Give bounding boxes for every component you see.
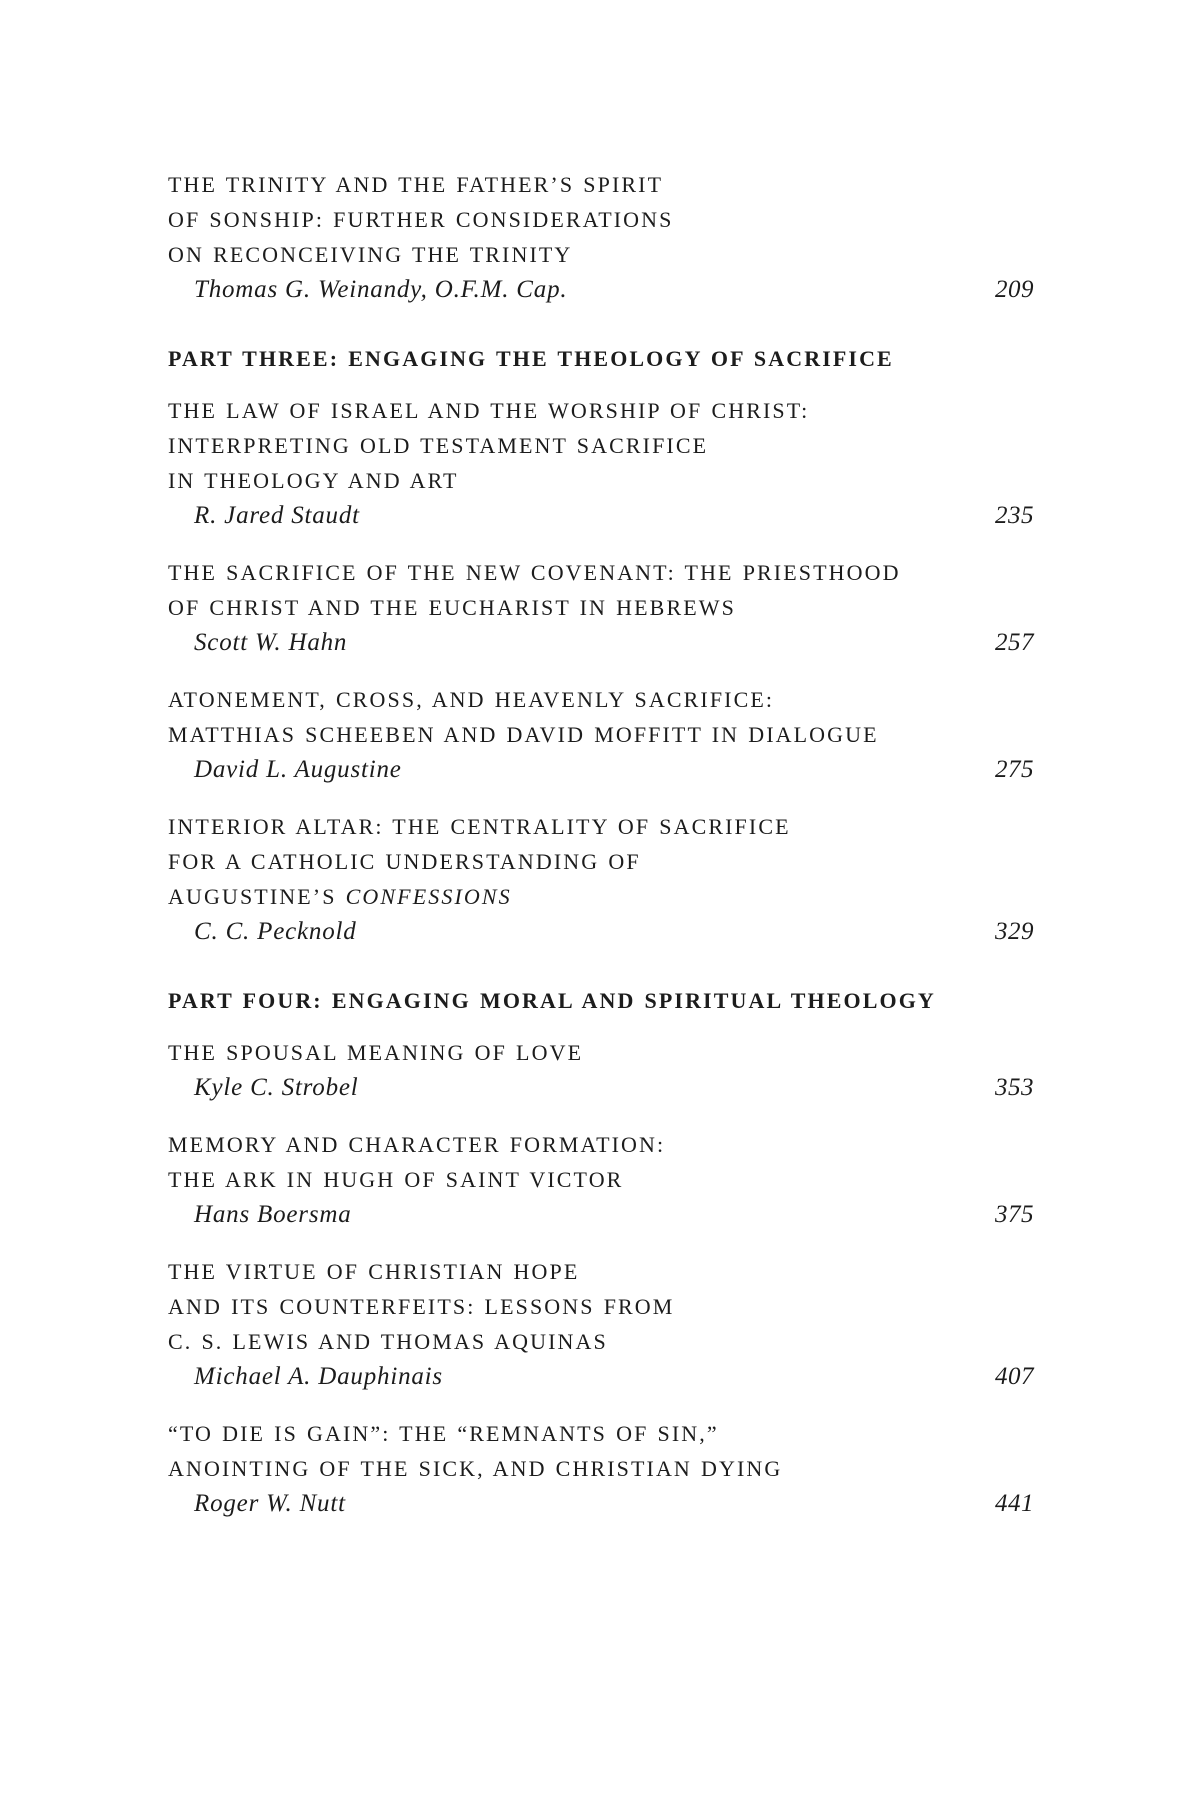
entry-title-line: THE SACRIFICE OF THE NEW COVENANT: THE PRIESTHOOD	[168, 560, 901, 585]
entry-page-number: 275	[995, 756, 1034, 783]
entry-author-row	[168, 752, 1034, 787]
entry-title-line: AND ITS COUNTERFEITS: LESSONS FROM	[168, 1294, 675, 1319]
entry-author: Thomas G. Weinandy, O.F.M. Cap.	[194, 276, 568, 303]
toc-entry	[168, 1035, 1034, 1105]
entry-title-line: THE SPOUSAL MEANING OF LOVE	[168, 1040, 584, 1065]
toc-entry	[168, 682, 1034, 787]
entry-author-row	[168, 625, 1034, 660]
entry-author: David L. Augustine	[194, 756, 402, 783]
toc-entry	[168, 393, 1034, 533]
entry-author: Roger W. Nutt	[194, 1490, 346, 1517]
entry-author: Hans Boersma	[194, 1201, 352, 1228]
entry-title-line: INTERPRETING OLD TESTAMENT SACRIFICE	[168, 433, 709, 458]
entry-title-line: THE VIRTUE OF CHRISTIAN HOPE	[168, 1259, 580, 1284]
entry-title-line: MEMORY AND CHARACTER FORMATION:	[168, 1132, 666, 1157]
entry-author-row	[168, 1197, 1034, 1232]
entry-author: C. C. Pecknold	[194, 918, 357, 945]
entry-title-line: OF SONSHIP: FURTHER CONSIDERATIONS	[168, 207, 674, 232]
entry-title-line: ANOINTING OF THE SICK, AND CHRISTIAN DYING	[168, 1456, 783, 1481]
entry-title-line: IN THEOLOGY AND ART	[168, 468, 459, 493]
entry-title-line: FOR A CATHOLIC UNDERSTANDING OF	[168, 849, 641, 874]
entry-title-line: THE TRINITY AND THE FATHER’S SPIRIT	[168, 172, 664, 197]
entry-author: Scott W. Hahn	[194, 629, 348, 656]
toc-entry	[168, 1254, 1034, 1394]
entry-title-line: THE LAW OF ISRAEL AND THE WORSHIP OF CHRIST:	[168, 398, 810, 423]
part-heading: PART FOUR: ENGAGING MORAL AND SPIRITUAL THEOLOGY	[168, 988, 936, 1013]
toc-entry	[168, 167, 1034, 307]
entry-page-number: 329	[995, 918, 1034, 945]
entry-title-line: ON RECONCEIVING THE TRINITY	[168, 242, 573, 267]
entry-author: R. Jared Staudt	[194, 502, 360, 529]
toc-entry	[168, 1127, 1034, 1232]
toc-entry	[168, 555, 1034, 660]
entry-page-number: 441	[995, 1490, 1034, 1517]
entry-author-row	[168, 1359, 1034, 1394]
toc-entry	[168, 809, 1034, 949]
entry-author: Michael A. Dauphinais	[194, 1363, 443, 1390]
entry-title-line: OF CHRIST AND THE EUCHARIST IN HEBREWS	[168, 595, 736, 620]
entry-title-italic: CONFESSIONS	[345, 884, 512, 909]
entry-title-line: ATONEMENT, CROSS, AND HEAVENLY SACRIFICE:	[168, 687, 775, 712]
entry-title-line: INTERIOR ALTAR: THE CENTRALITY OF SACRIFICE	[168, 814, 791, 839]
entry-page-number: 209	[995, 276, 1034, 303]
entry-page-number: 257	[995, 629, 1034, 656]
toc-entry	[168, 1416, 1034, 1521]
entry-author-row	[168, 1070, 1034, 1105]
entry-author-row	[168, 272, 1034, 307]
table-of-contents	[168, 167, 1034, 1543]
entry-page-number: 375	[995, 1201, 1034, 1228]
entry-title-line	[168, 879, 1034, 914]
entry-page-number: 407	[995, 1363, 1034, 1390]
entry-page-number: 353	[995, 1074, 1034, 1101]
entry-title-line: MATTHIAS SCHEEBEN AND DAVID MOFFITT IN DIALOGUE	[168, 722, 879, 747]
entry-author: Kyle C. Strobel	[194, 1074, 359, 1101]
entry-title-line: THE ARK IN HUGH OF SAINT VICTOR	[168, 1167, 624, 1192]
entry-author-row	[168, 498, 1034, 533]
entry-title-text: AUGUSTINE’S	[168, 884, 346, 909]
entry-author-row	[168, 1486, 1034, 1521]
entry-title-line: “TO DIE IS GAIN”: THE “REMNANTS OF SIN,”	[168, 1421, 719, 1446]
entry-title-line: C. S. LEWIS AND THOMAS AQUINAS	[168, 1329, 608, 1354]
part-heading: PART THREE: ENGAGING THE THEOLOGY OF SACRIFICE	[168, 346, 894, 371]
entry-page-number: 235	[995, 502, 1034, 529]
entry-author-row	[168, 914, 1034, 949]
